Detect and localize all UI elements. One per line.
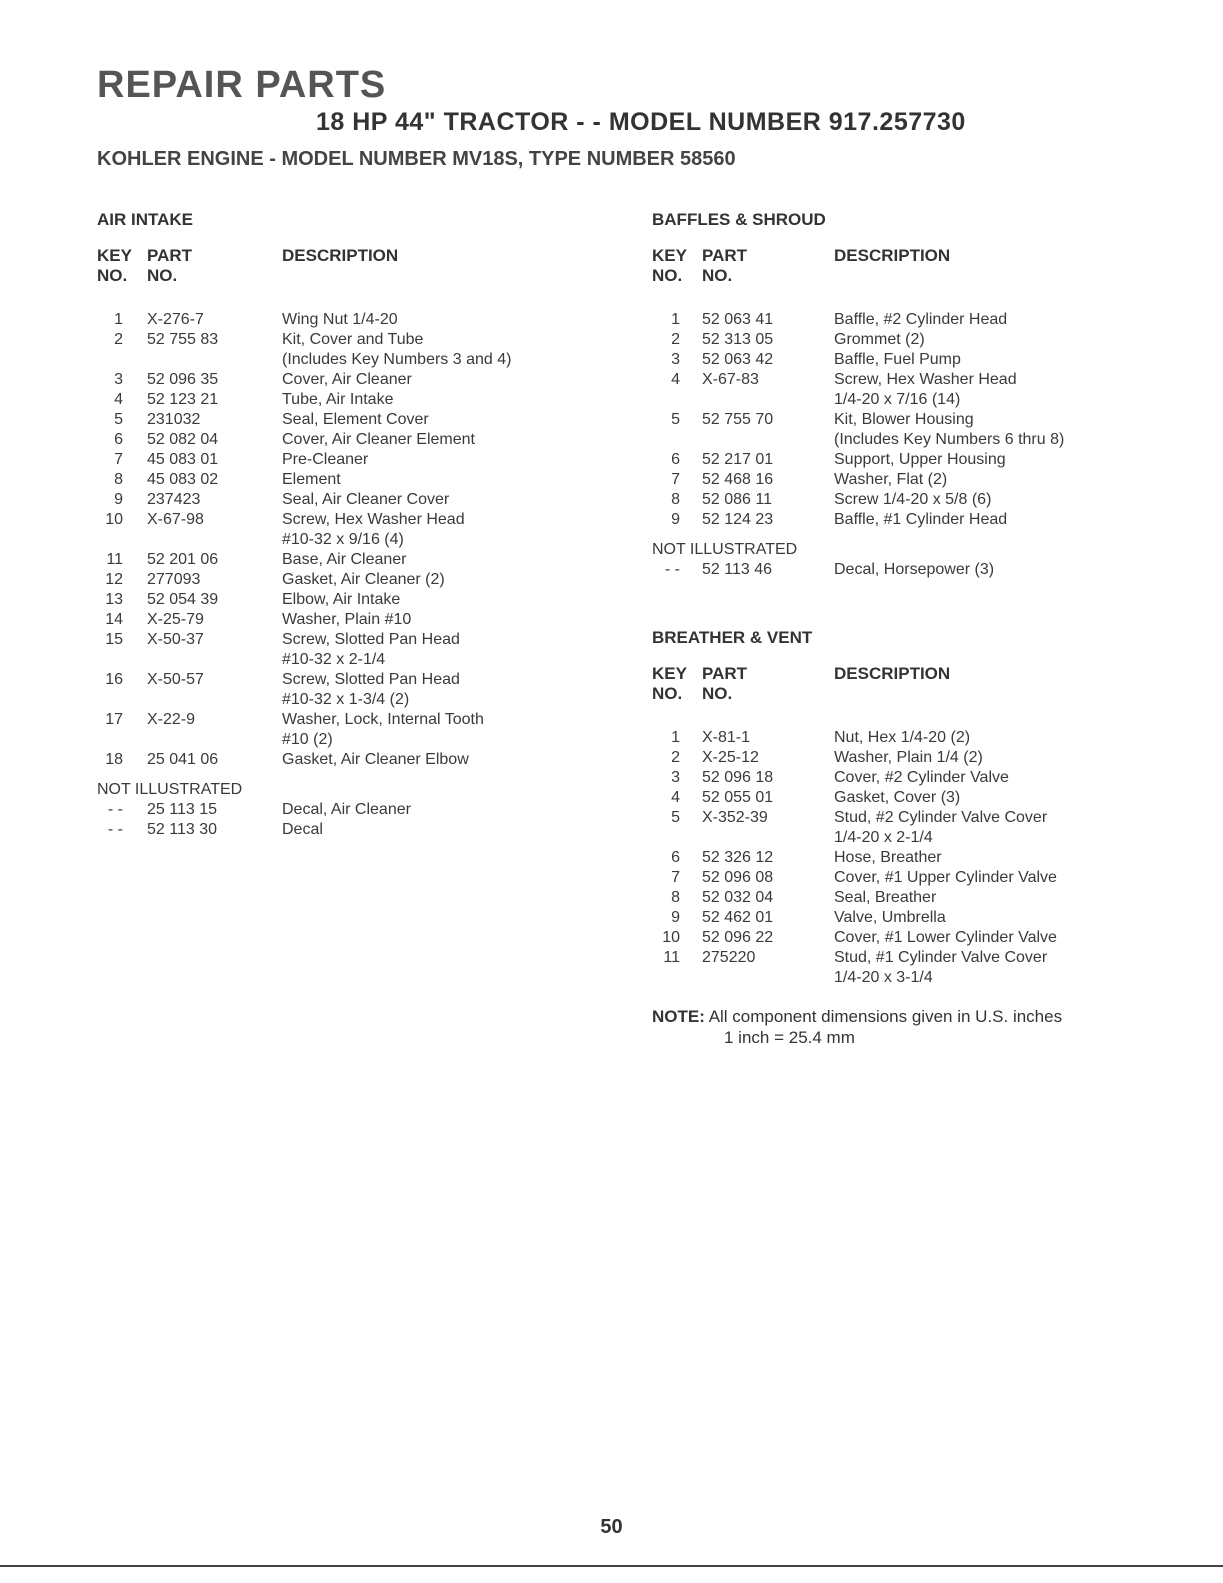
key-number: 14	[105, 611, 123, 628]
part-description: Washer, Plain #10	[282, 611, 412, 628]
part-number: 25 041 06	[147, 751, 219, 768]
list-item	[97, 820, 597, 840]
key-number: 5	[671, 411, 680, 428]
part-description: Screw, Slotted Pan Head #10-32 x 1-3/4 (2)	[282, 671, 460, 708]
part-description: Seal, Air Cleaner Cover	[282, 491, 450, 508]
breather-section	[652, 628, 1172, 988]
part-number: 52 326 12	[702, 849, 774, 866]
list-item	[97, 410, 597, 430]
key-number: 8	[114, 471, 123, 488]
part-description: Cover, #1 Upper Cylinder Valve	[834, 869, 1057, 886]
part-description: Baffle, #1 Cylinder Head	[834, 511, 1008, 528]
part-description: Seal, Element Cover	[282, 411, 429, 428]
key-number: 18	[105, 751, 123, 768]
dimension-note	[652, 1006, 1062, 1048]
part-description: Element	[282, 471, 341, 488]
part-description: Stud, #2 Cylinder Valve Cover 1/4-20 x 2-1/4	[834, 809, 1048, 846]
no-label: NO.	[702, 684, 733, 703]
list-item	[97, 470, 597, 490]
part-number: 52 054 39	[147, 591, 219, 608]
part-number: X-276-7	[147, 311, 204, 328]
part-number: 52 096 08	[702, 869, 774, 886]
no-label: NO.	[652, 684, 683, 703]
section-title: AIR INTAKE	[97, 210, 194, 229]
parts-list	[97, 310, 597, 770]
key-number: 10	[662, 929, 680, 946]
list-item	[97, 310, 597, 330]
part-number: 25 113 15	[147, 801, 217, 818]
part-number: 52 113 46	[702, 561, 772, 578]
part-number: 52 096 35	[147, 371, 219, 388]
list-item	[97, 750, 597, 770]
list-item	[652, 908, 1172, 928]
no-label: NO.	[147, 266, 178, 285]
key-no-header	[652, 664, 687, 704]
part-number: 52 082 04	[147, 431, 219, 448]
list-item	[97, 430, 597, 450]
key-number: 7	[671, 869, 680, 886]
part-description: Decal	[282, 821, 323, 838]
list-item	[97, 490, 597, 510]
key-number: 8	[671, 889, 680, 906]
key-number: 15	[105, 631, 123, 648]
part-no-header	[702, 664, 747, 704]
list-item	[97, 330, 597, 370]
list-item	[97, 800, 597, 820]
list-item	[97, 710, 597, 750]
column-header	[652, 246, 1172, 292]
air-intake-section	[97, 210, 597, 840]
part-number: X-67-98	[147, 511, 204, 528]
key-number: 1	[671, 729, 680, 746]
part-description: Grommet (2)	[834, 331, 925, 348]
key-number: 4	[671, 789, 680, 806]
key-number: 3	[671, 769, 680, 786]
part-description: Washer, Lock, Internal Tooth #10 (2)	[282, 711, 484, 748]
key-number: 1	[114, 311, 123, 328]
part-description: Support, Upper Housing	[834, 451, 1006, 468]
list-item	[97, 590, 597, 610]
note-line-2: 1 inch = 25.4 mm	[724, 1028, 855, 1047]
part-description: Gasket, Cover (3)	[834, 789, 961, 806]
list-item	[652, 330, 1172, 350]
list-item	[97, 570, 597, 590]
part-number: 45 083 02	[147, 471, 219, 488]
no-label: NO.	[702, 266, 733, 285]
list-item	[652, 868, 1172, 888]
part-description: Tube, Air Intake	[282, 391, 394, 408]
part-number: 52 063 42	[702, 351, 774, 368]
description-header: DESCRIPTION	[282, 246, 399, 265]
not-illustrated-list	[97, 800, 597, 840]
key-number: 7	[671, 471, 680, 488]
description-header: DESCRIPTION	[834, 664, 951, 683]
list-item	[652, 370, 1172, 410]
list-item	[652, 928, 1172, 948]
part-number: X-352-39	[702, 809, 768, 826]
list-item	[652, 350, 1172, 370]
not-illustrated-label: NOT ILLUSTRATED	[97, 781, 243, 798]
column-header	[652, 664, 1172, 710]
parts-list	[652, 310, 1172, 530]
part-description: Elbow, Air Intake	[282, 591, 401, 608]
part-number: 52 124 23	[702, 511, 774, 528]
part-description: Nut, Hex 1/4-20 (2)	[834, 729, 971, 746]
list-item	[97, 630, 597, 670]
part-number: 275220	[702, 949, 756, 966]
part-number: X-81-1	[702, 729, 751, 746]
key-number: 5	[671, 809, 680, 826]
part-description: Valve, Umbrella	[834, 909, 946, 926]
part-no-header	[702, 246, 747, 286]
engine-line: KOHLER ENGINE - MODEL NUMBER MV18S, TYPE NUMBER 58560	[97, 148, 736, 170]
key-no-header	[652, 246, 687, 286]
part-description: Gasket, Air Cleaner (2)	[282, 571, 445, 588]
not-illustrated-list	[652, 560, 1172, 580]
key-number: 16	[105, 671, 123, 688]
part-number: 45 083 01	[147, 451, 219, 468]
key-number: 9	[671, 909, 680, 926]
part-description: Screw 1/4-20 x 5/8 (6)	[834, 491, 992, 508]
note-line-1: All component dimensions given in U.S. inches	[708, 1007, 1063, 1026]
part-number: 52 032 04	[702, 889, 774, 906]
key-number: 13	[105, 591, 123, 608]
part-description: Decal, Horsepower (3)	[834, 561, 995, 578]
list-item	[97, 550, 597, 570]
bottom-rule	[0, 1565, 1223, 1567]
parts-list	[652, 728, 1172, 988]
key-label: KEY	[652, 246, 687, 265]
list-item	[652, 728, 1172, 748]
description-header: DESCRIPTION	[834, 246, 951, 265]
list-item	[652, 788, 1172, 808]
list-item	[652, 808, 1172, 848]
part-number: 52 123 21	[147, 391, 219, 408]
part-number: 52 313 05	[702, 331, 774, 348]
list-item	[97, 390, 597, 410]
part-number: 52 755 70	[702, 411, 774, 428]
part-number: X-50-37	[147, 631, 204, 648]
part-number: 52 063 41	[702, 311, 774, 328]
key-number: 17	[105, 711, 123, 728]
key-number: 3	[114, 371, 123, 388]
list-item	[652, 848, 1172, 868]
part-description: Cover, Air Cleaner	[282, 371, 412, 388]
section-title: BAFFLES & SHROUD	[652, 210, 826, 229]
part-number: 231032	[147, 411, 201, 428]
part-description: Base, Air Cleaner	[282, 551, 407, 568]
section-title: BREATHER & VENT	[652, 628, 813, 647]
list-item	[652, 768, 1172, 788]
key-number: 4	[671, 371, 680, 388]
page-title: REPAIR PARTS	[97, 64, 387, 106]
key-number: 3	[671, 351, 680, 368]
baffles-section	[652, 210, 1172, 580]
part-label: PART	[702, 664, 748, 683]
not-illustrated-label: NOT ILLUSTRATED	[652, 541, 798, 558]
part-description: Screw, Hex Washer Head #10-32 x 9/16 (4)	[282, 511, 465, 548]
key-number: 4	[114, 391, 123, 408]
part-number: 237423	[147, 491, 201, 508]
key-number: 6	[671, 451, 680, 468]
part-description: Seal, Breather	[834, 889, 937, 906]
list-item	[97, 670, 597, 710]
key-number: - -	[107, 821, 123, 838]
list-item	[652, 450, 1172, 470]
part-description: Baffle, #2 Cylinder Head	[834, 311, 1008, 328]
list-item	[97, 450, 597, 470]
part-number: 277093	[147, 571, 201, 588]
no-label: NO.	[652, 266, 683, 285]
no-label: NO.	[97, 266, 128, 285]
key-number: 8	[671, 491, 680, 508]
part-number: 52 468 16	[702, 471, 774, 488]
part-description: Screw, Slotted Pan Head #10-32 x 2-1/4	[282, 631, 460, 668]
list-item	[652, 748, 1172, 768]
key-number: 2	[114, 331, 123, 348]
key-number: 12	[105, 571, 123, 588]
part-number: X-67-83	[702, 371, 759, 388]
note-label: NOTE:	[652, 1007, 705, 1026]
key-number: 5	[114, 411, 123, 428]
part-number: X-25-12	[702, 749, 759, 766]
key-number: - -	[664, 561, 680, 578]
part-number: X-50-57	[147, 671, 204, 688]
part-description: Gasket, Air Cleaner Elbow	[282, 751, 469, 768]
part-number: 52 755 83	[147, 331, 219, 348]
key-number: 9	[671, 511, 680, 528]
part-number: 52 086 11	[702, 491, 772, 508]
part-number: X-22-9	[147, 711, 196, 728]
list-item	[652, 888, 1172, 908]
part-number: 52 113 30	[147, 821, 217, 838]
key-number: 11	[106, 551, 123, 568]
part-description: Hose, Breather	[834, 849, 942, 866]
part-number: 52 055 01	[702, 789, 774, 806]
key-number: - -	[107, 801, 123, 818]
part-number: 52 096 18	[702, 769, 774, 786]
list-item	[97, 610, 597, 630]
part-description: Screw, Hex Washer Head 1/4-20 x 7/16 (14)	[834, 371, 1017, 408]
part-description: Stud, #1 Cylinder Valve Cover 1/4-20 x 3-1/4	[834, 949, 1048, 986]
list-item	[97, 510, 597, 550]
list-item	[652, 310, 1172, 330]
part-number: 52 201 06	[147, 551, 219, 568]
list-item	[652, 470, 1172, 490]
part-no-header	[147, 246, 192, 286]
key-no-header	[97, 246, 132, 286]
list-item	[97, 370, 597, 390]
key-number: 2	[671, 749, 680, 766]
key-number: 7	[114, 451, 123, 468]
list-item	[652, 410, 1172, 450]
key-number: 6	[671, 849, 680, 866]
list-item	[652, 490, 1172, 510]
part-description: Cover, #1 Lower Cylinder Valve	[834, 929, 1057, 946]
part-number: 52 462 01	[702, 909, 774, 926]
key-number: 9	[114, 491, 123, 508]
part-label: PART	[702, 246, 748, 265]
part-description: Decal, Air Cleaner	[282, 801, 411, 818]
list-item	[652, 510, 1172, 530]
part-number: 52 096 22	[702, 929, 774, 946]
key-number: 2	[671, 331, 680, 348]
part-description: Wing Nut 1/4-20	[282, 311, 398, 328]
part-description: Kit, Blower Housing (Includes Key Numbers 6 thru 8)	[834, 411, 1065, 448]
part-description: Pre-Cleaner	[282, 451, 369, 468]
key-number: 10	[105, 511, 123, 528]
key-number: 11	[663, 949, 680, 966]
list-item	[652, 948, 1172, 988]
column-header	[97, 246, 597, 292]
part-label: PART	[147, 246, 193, 265]
part-description: Washer, Plain 1/4 (2)	[834, 749, 983, 766]
list-item	[652, 560, 1172, 580]
part-description: Cover, #2 Cylinder Valve	[834, 769, 1009, 786]
page-number: 50	[600, 1516, 623, 1538]
part-description: Kit, Cover and Tube (Includes Key Numbers 3 and 4)	[282, 331, 512, 368]
key-number: 1	[671, 311, 680, 328]
model-subtitle: 18 HP 44" TRACTOR - - MODEL NUMBER 917.257730	[316, 108, 966, 136]
part-description: Baffle, Fuel Pump	[834, 351, 961, 368]
part-number: X-25-79	[147, 611, 204, 628]
part-description: Cover, Air Cleaner Element	[282, 431, 475, 448]
part-description: Washer, Flat (2)	[834, 471, 948, 488]
key-number: 6	[114, 431, 123, 448]
key-label: KEY	[652, 664, 687, 683]
part-number: 52 217 01	[702, 451, 774, 468]
key-label: KEY	[97, 246, 132, 265]
